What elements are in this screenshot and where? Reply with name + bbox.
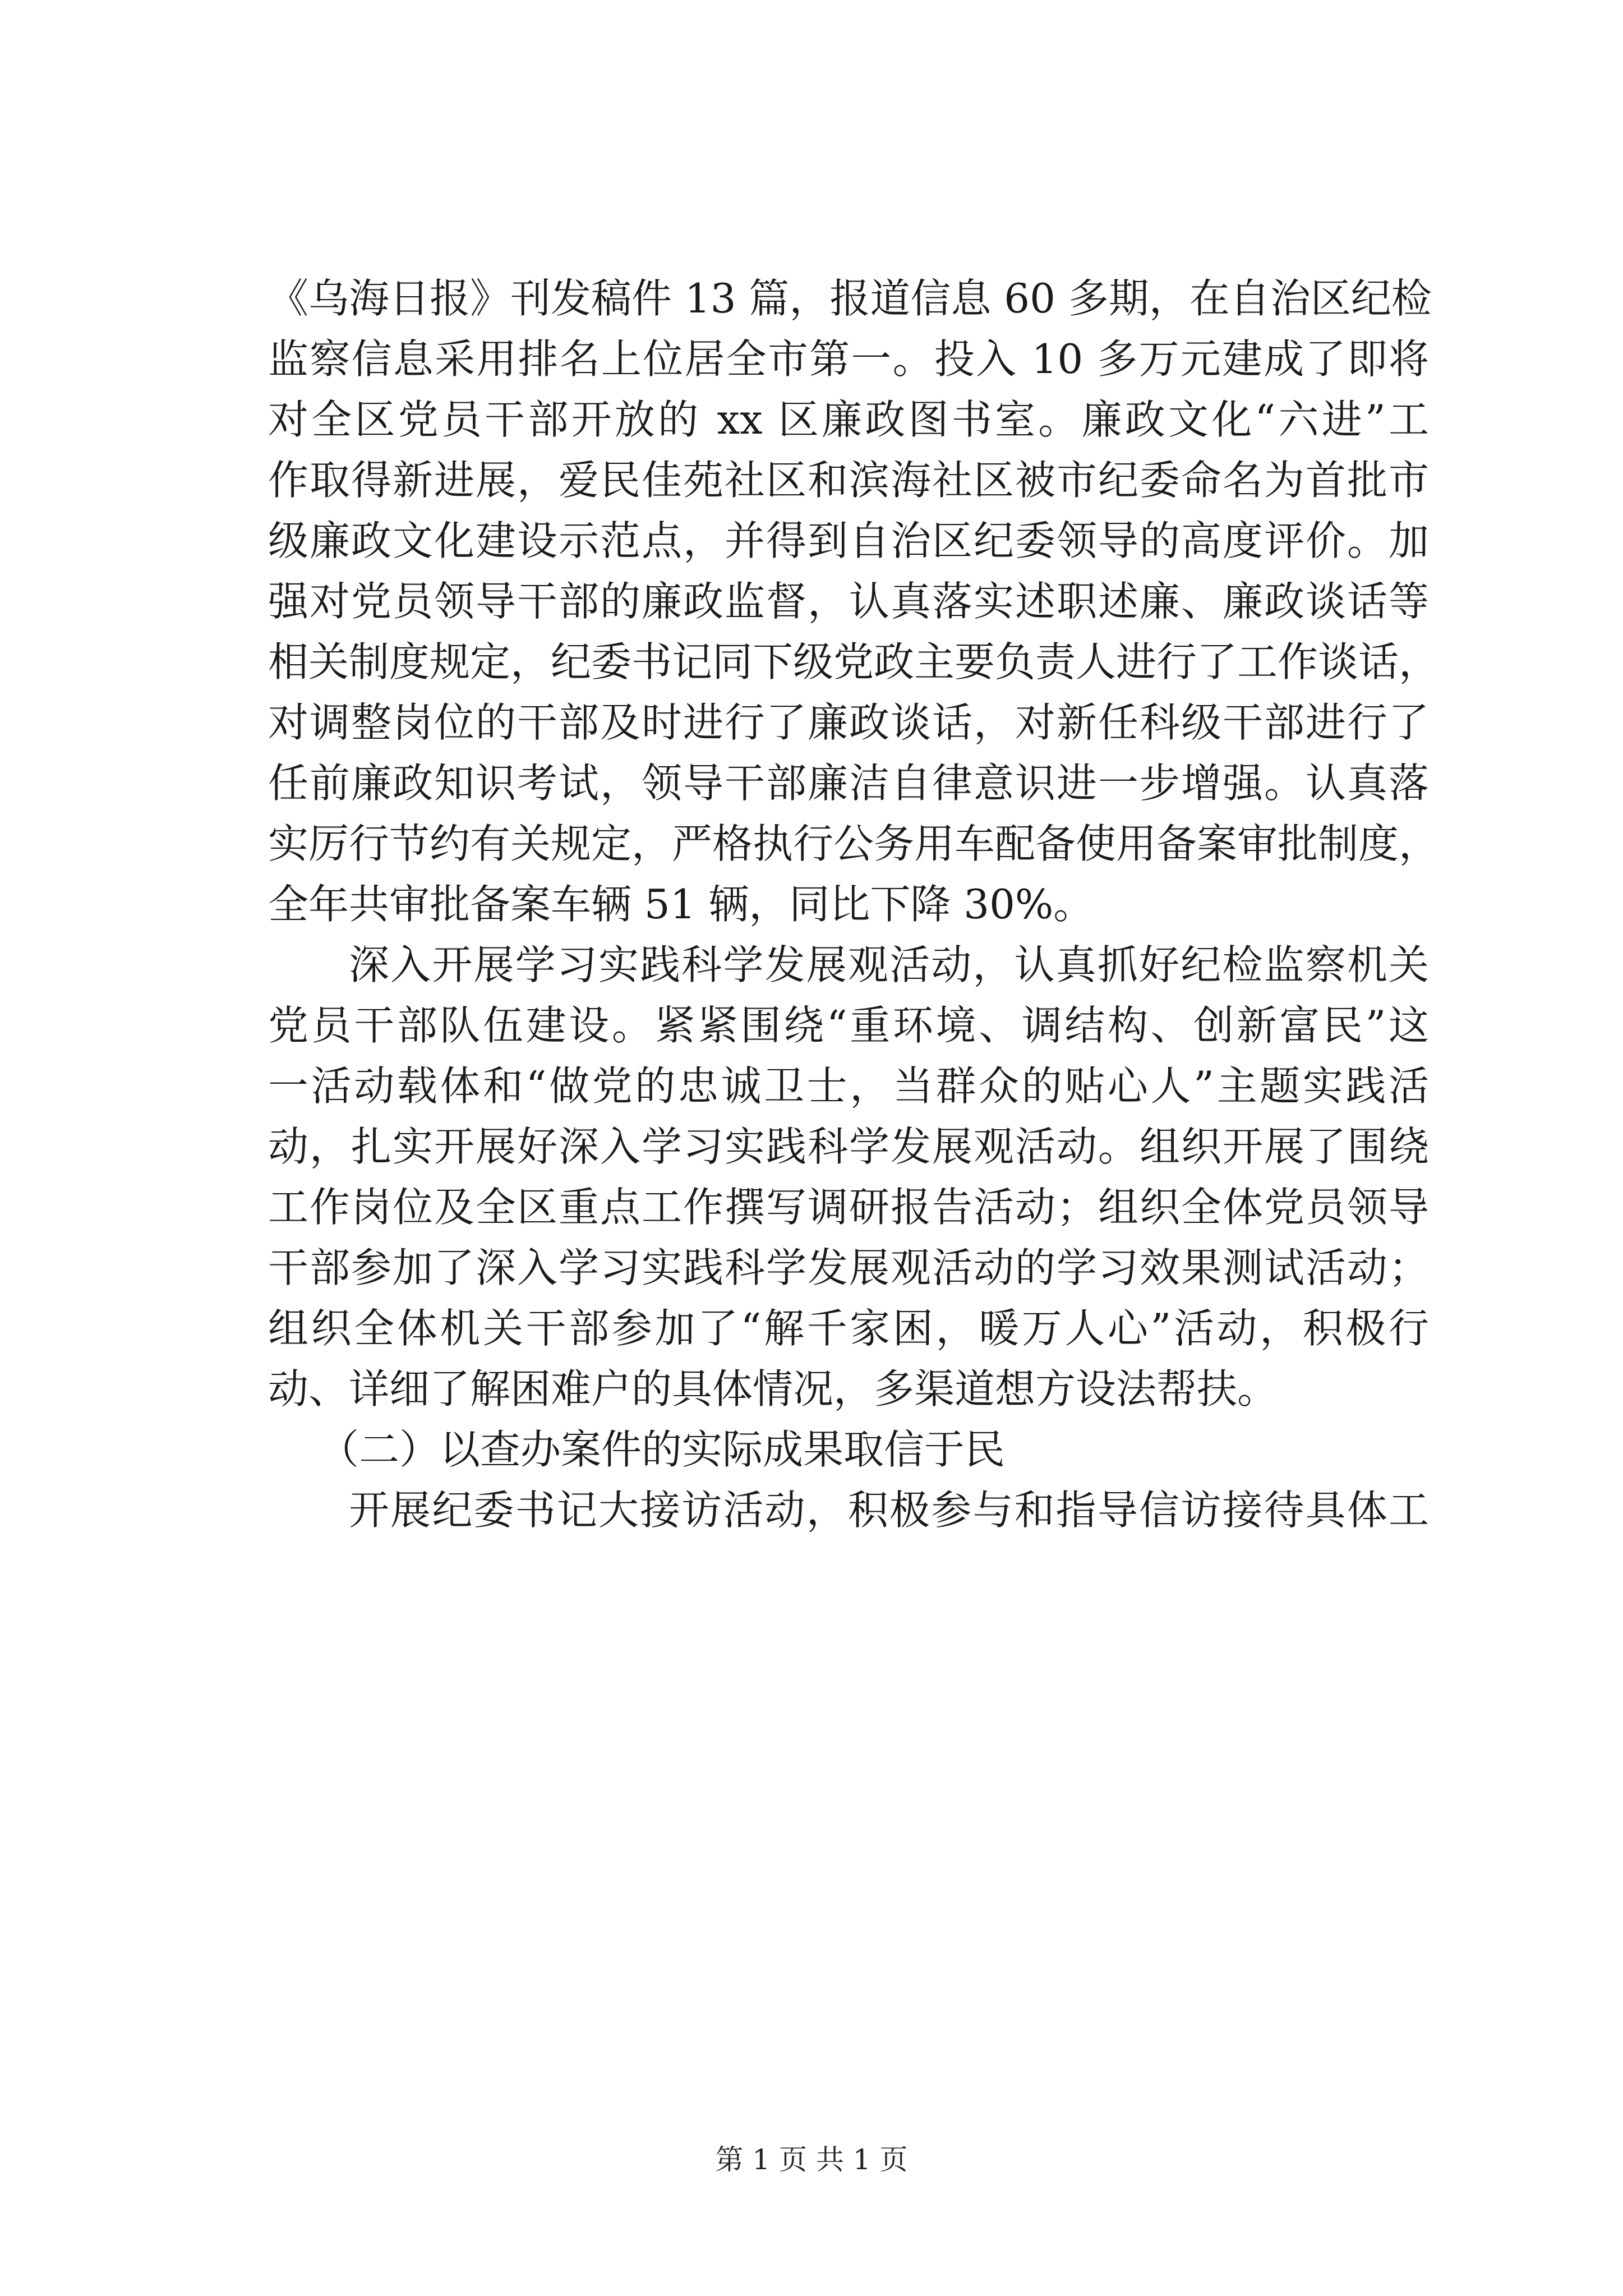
paragraph-line: 工作岗位及全区重点工作撰写调研报告活动；组织全体党员领导 — [268, 1184, 1429, 1231]
paragraph-line: 任前廉政知识考试，领导干部廉洁自律意识进一步增强。认真落 — [268, 760, 1429, 807]
page-footer: 第 1 页 共 1 页 — [715, 2143, 908, 2176]
paragraph-line: 监察信息采用排名上位居全市第一。投入 10 多万元建成了即将 — [268, 335, 1429, 383]
paragraph-line: 动、详细了解困难户的具体情况，多渠道想方设法帮扶。 — [268, 1365, 1278, 1412]
paragraph-line: 干部参加了深入学习实践科学发展观活动的学习效果测试活动； — [268, 1244, 1429, 1291]
paragraph-line: 党员干部队伍建设。紧紧围绕“重环境、调结构、创新富民”这 — [268, 1002, 1429, 1049]
paragraph-line: 对全区党员干部开放的 xx 区廉政图书室。廉政文化“六进”工 — [268, 396, 1429, 443]
paragraph-line: 深入开展学习实践科学发展观活动，认真抓好纪检监察机关 — [349, 941, 1429, 988]
paragraph-line: 作取得新进展，爱民佳苑社区和滨海社区被市纪委命名为首批市 — [268, 457, 1429, 504]
paragraph-line: 全年共审批备案车辆 51 辆，同比下降 30%。 — [268, 881, 1094, 928]
paragraph-line: 一活动载体和“做党的忠诚卫士，当群众的贴心人”主题实践活 — [268, 1062, 1429, 1110]
paragraph-line: 对调整岗位的干部及时进行了廉政谈话，对新任科级干部进行了 — [268, 699, 1429, 746]
section-heading: （二）以查办案件的实际成果取信于民 — [319, 1426, 1006, 1473]
paragraph-line: 强对党员领导干部的廉政监督，认真落实述职述廉、廉政谈话等 — [268, 578, 1429, 625]
paragraph-line: 相关制度规定，纪委书记同下级党政主要负责人进行了工作谈话， — [268, 638, 1440, 685]
paragraph-line: 动，扎实开展好深入学习实践科学发展观活动。组织开展了围绕 — [268, 1123, 1429, 1170]
paragraph-line: 实厉行节约有关规定，严格执行公务用车配备使用备案审批制度， — [268, 820, 1440, 867]
paragraph-line: 开展纪委书记大接访活动，积极参与和指导信访接待具体工 — [349, 1487, 1429, 1534]
body-text — [268, 268, 1440, 1540]
paragraph-line: 级廉政文化建设示范点，并得到自治区纪委领导的高度评价。加 — [268, 517, 1429, 564]
paragraph-line: 组织全体机关干部参加了“解千家困，暖万人心”活动，积极行 — [268, 1305, 1429, 1352]
paragraph-line: 《乌海日报》刊发稿件 13 篇，报道信息 60 多期，在自治区纪检 — [268, 275, 1432, 322]
